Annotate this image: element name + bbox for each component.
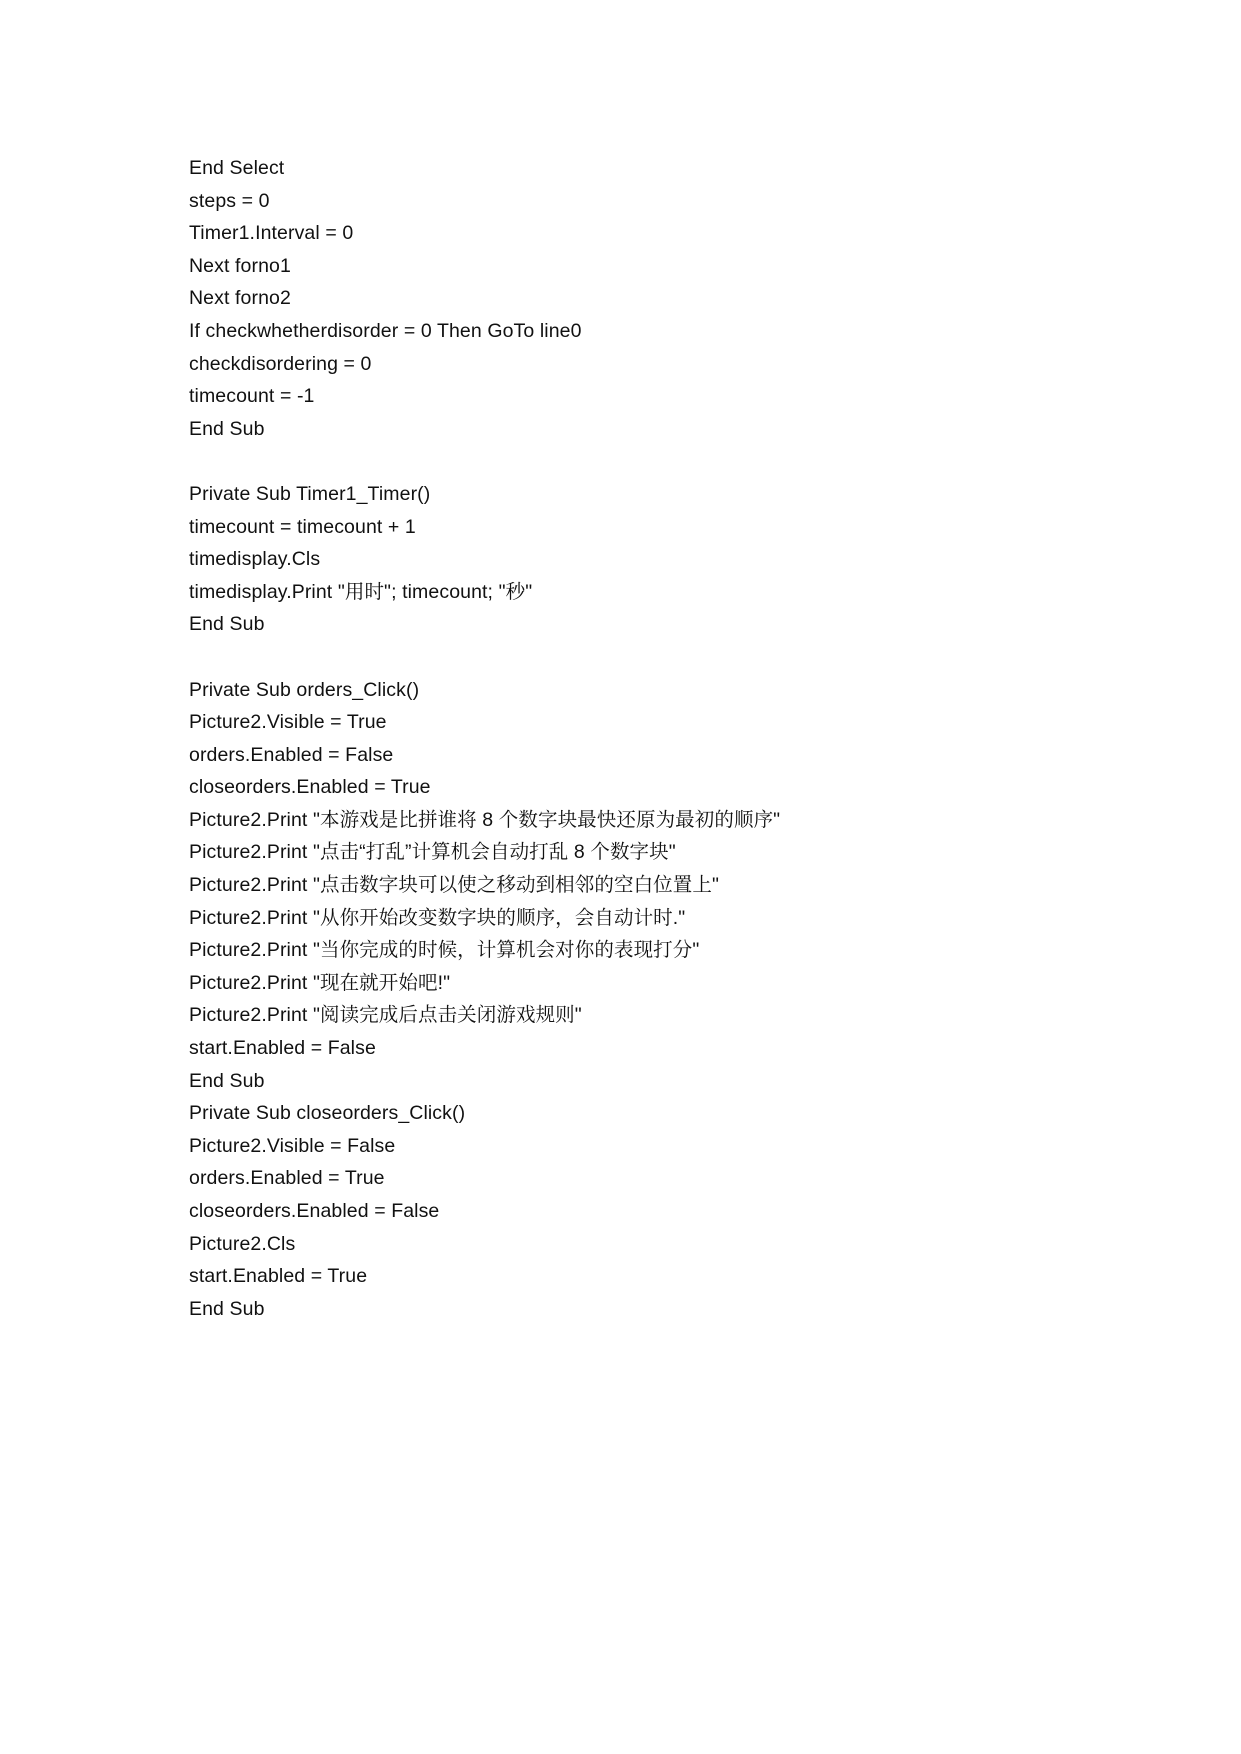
code-line: closeorders.Enabled = False [189,1200,440,1222]
code-line: Picture2.Visible = False [189,1134,396,1157]
code-line: Picture2.Print "点击数字块可以使之移动到相邻的空白位置上" [189,874,720,897]
code-line: orders.Enabled = False [189,743,394,766]
code-line: timedisplay.Print "用时"; timecount; "秒" [189,580,533,603]
blank-line [189,641,1189,674]
code-line: Picture2.Visible = True [189,711,387,734]
code-line: closeorders.Enabled = True [189,776,431,799]
code-line: End Sub [189,1297,265,1320]
code-line: End Sub [189,417,265,440]
code-line: Picture2.Print "点击“打乱”计算机会自动打乱 8 个数字块" [189,841,676,864]
code-line: timecount = timecount + 1 [189,515,416,538]
code-line: Next forno1 [189,254,291,277]
code-line: Picture2.Print "当你完成的时候，计算机会对你的表现打分" [189,939,700,962]
code-line: steps = 0 [189,189,270,212]
code-line: start.Enabled = False [189,1037,376,1060]
code-line: Picture2.Cls [189,1232,296,1255]
code-line: Picture2.Print "本游戏是比拼谁将 8 个数字块最快还原为最初的顺序" [189,808,781,831]
code-line: timecount = -1 [189,385,315,408]
code-line: If checkwhetherdisorder = 0 Then GoTo line0 [189,319,582,342]
code-listing [189,152,1189,1325]
code-line: Picture2.Print "阅读完成后点击关闭游戏规则" [189,1004,582,1027]
code-line: End Select [189,157,285,179]
code-line: End Sub [189,613,265,636]
code-line: checkdisordering = 0 [189,352,372,375]
code-line: End Sub [189,1069,265,1092]
code-line: Picture2.Print "现在就开始吧!" [189,971,451,994]
code-line: Timer1.Interval = 0 [189,222,354,245]
code-line: Private Sub Timer1_Timer() [189,482,431,505]
code-line: Private Sub closeorders_Click() [189,1102,466,1125]
code-line: Next forno2 [189,287,291,310]
code-line: Picture2.Print "从你开始改变数字块的顺序，会自动计时." [189,906,686,929]
code-line: start.Enabled = True [189,1265,368,1288]
code-line: orders.Enabled = True [189,1167,385,1190]
code-line: Private Sub orders_Click() [189,678,420,701]
blank-line [189,445,1189,478]
code-line: timedisplay.Cls [189,548,321,571]
